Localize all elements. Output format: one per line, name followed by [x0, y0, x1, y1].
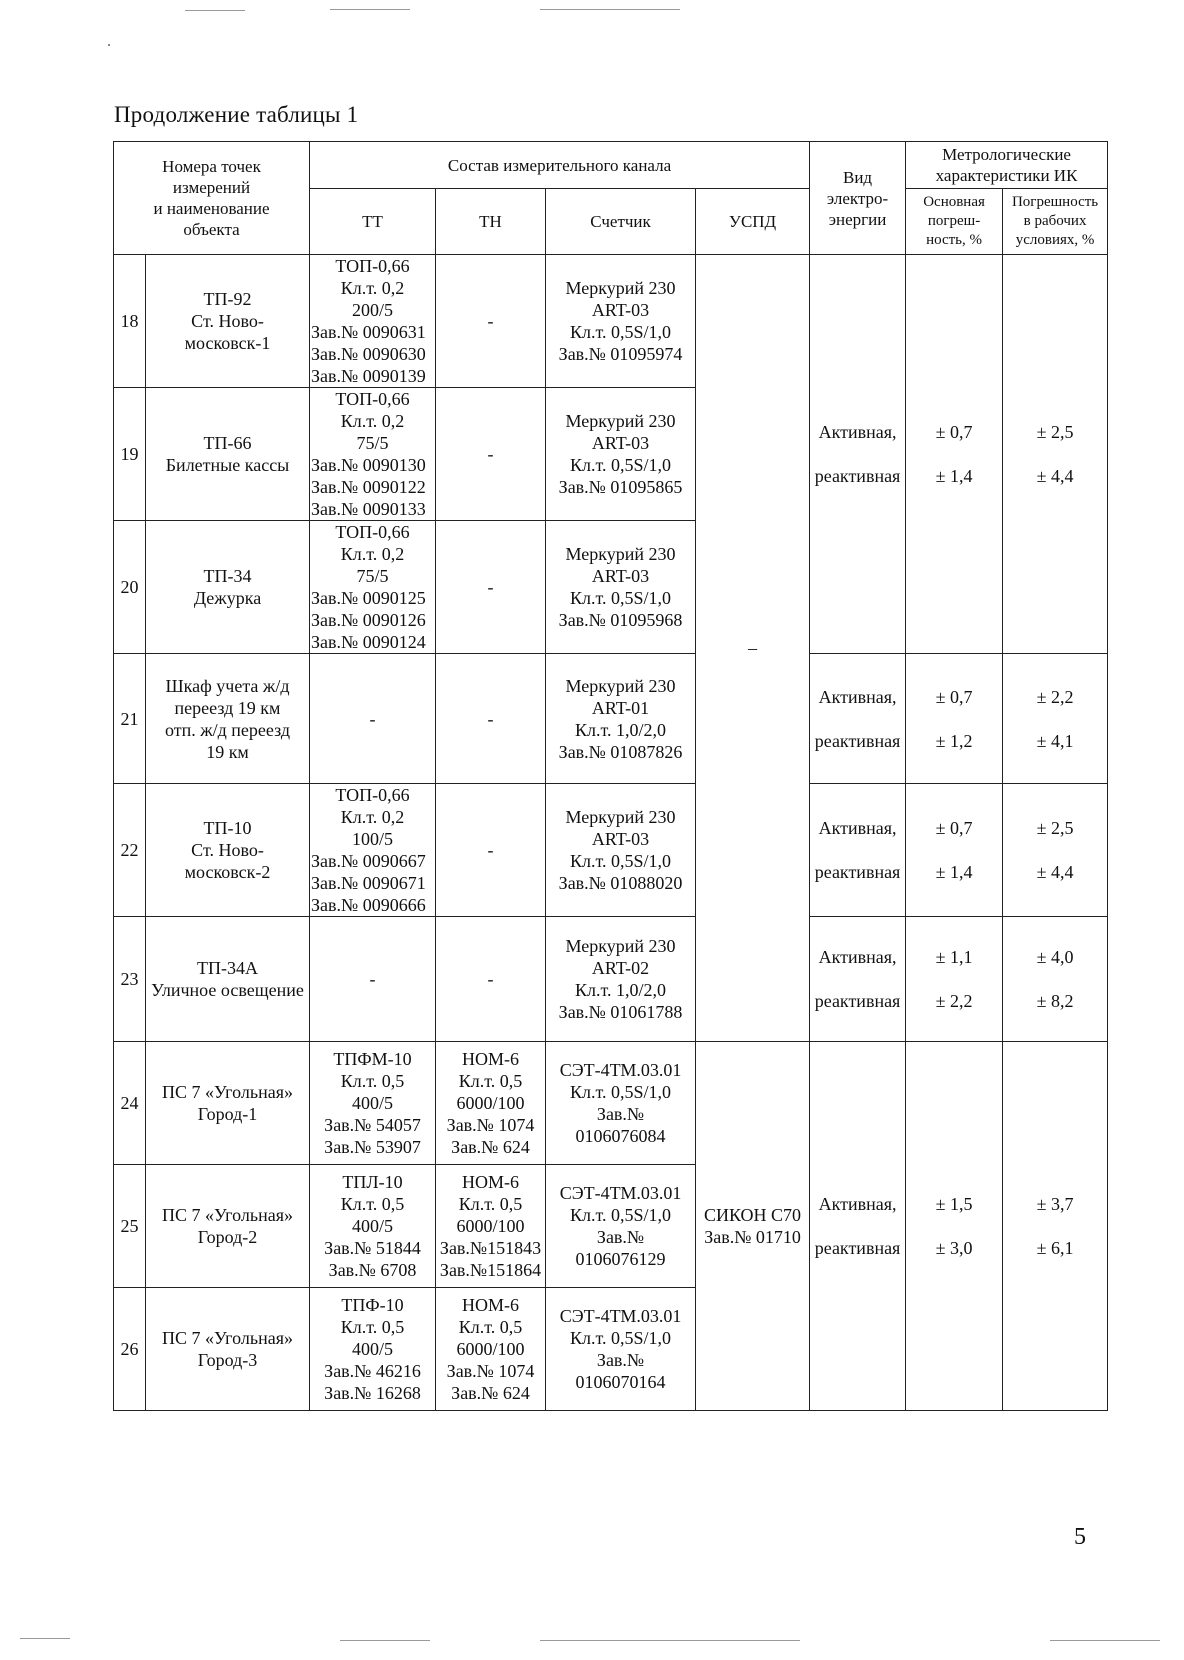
row-number: 26 [114, 1288, 146, 1411]
header-work-error: Погрешность в рабочих условиях, % [1003, 189, 1108, 255]
tt-cell: ТОП-0,66 Кл.т. 0,2 75/5 Зав.№ 0090125 Зав.№ 0090126 Зав.№ 0090124 [310, 521, 436, 654]
meter-cell: Меркурий 230 ART-02 Кл.т. 1,0/2,0 Зав.№ 01061788 [546, 917, 696, 1042]
object-name: ТП-66 Билетные кассы [146, 388, 310, 521]
object-name: ПС 7 «Угольная» Город-2 [146, 1165, 310, 1288]
meter-cell: Меркурий 230 ART-03 Кл.т. 0,5S/1,0 Зав.№ 01095968 [546, 521, 696, 654]
energy-type-cell: Активная, реактивная [810, 654, 906, 784]
tt-cell: ТПФМ-10 Кл.т. 0,5 400/5 Зав.№ 54057 Зав.№ 53907 [310, 1042, 436, 1165]
row-number: 22 [114, 784, 146, 917]
basic-error-cell: ± 0,7 ± 1,4 [906, 255, 1003, 654]
energy-type-cell: Активная, реактивная [810, 784, 906, 917]
tn-cell: - [436, 784, 546, 917]
meter-cell: СЭТ-4ТМ.03.01 Кл.т. 0,5S/1,0 Зав.№ 0106076084 [546, 1042, 696, 1165]
energy-type-cell: Активная, реактивная [810, 917, 906, 1042]
tn-cell: НОМ-6 Кл.т. 0,5 6000/100 Зав.№ 1074 Зав.№ 624 [436, 1042, 546, 1165]
row-number: 25 [114, 1165, 146, 1288]
basic-error-cell: ± 1,1 ± 2,2 [906, 917, 1003, 1042]
table-row [114, 1042, 1108, 1165]
meter-cell: Меркурий 230 ART-03 Кл.т. 0,5S/1,0 Зав.№ 01095865 [546, 388, 696, 521]
row-number: 21 [114, 654, 146, 784]
meter-cell: СЭТ-4ТМ.03.01 Кл.т. 0,5S/1,0 Зав.№ 0106070164 [546, 1288, 696, 1411]
object-name: ТП-34 Дежурка [146, 521, 310, 654]
object-name: ТП-10 Ст. Ново- московск-2 [146, 784, 310, 917]
header-channel-group: Состав измерительного канала [310, 142, 810, 189]
tn-cell: - [436, 654, 546, 784]
tt-cell: ТОП-0,66 Кл.т. 0,2 100/5 Зав.№ 0090667 Зав.№ 0090671 Зав.№ 0090666 [310, 784, 436, 917]
work-error-cell: ± 3,7 ± 6,1 [1003, 1042, 1108, 1411]
table-row [114, 654, 1108, 784]
tt-cell: ТОП-0,66 Кл.т. 0,2 75/5 Зав.№ 0090130 Зав.№ 0090122 Зав.№ 0090133 [310, 388, 436, 521]
scan-artifact [185, 10, 245, 11]
object-name: ТП-92 Ст. Ново- московск-1 [146, 255, 310, 388]
object-name: ПС 7 «Угольная» Город-1 [146, 1042, 310, 1165]
table-row [114, 255, 1108, 388]
scan-artifact [540, 1640, 800, 1641]
row-number: 19 [114, 388, 146, 521]
table-caption: Продолжение таблицы 1 [114, 102, 359, 127]
scan-artifact [20, 1638, 70, 1639]
meter-cell: Меркурий 230 ART-01 Кл.т. 1,0/2,0 Зав.№ 01087826 [546, 654, 696, 784]
row-number: 23 [114, 917, 146, 1042]
work-error-cell: ± 2,5 ± 4,4 [1003, 255, 1108, 654]
row-number: 24 [114, 1042, 146, 1165]
table-row [114, 917, 1108, 1042]
object-name: Шкаф учета ж/д переезд 19 км отп. ж/д переезд 19 км [146, 654, 310, 784]
scan-artifact [108, 44, 110, 46]
uspd-cell: СИКОН С70 Зав.№ 01710 [696, 1042, 810, 1411]
header-meter: Счетчик [546, 189, 696, 255]
scan-artifact [540, 9, 680, 10]
meter-cell: Меркурий 230 ART-03 Кл.т. 0,5S/1,0 Зав.№ 01095974 [546, 255, 696, 388]
header-basic-error: Основная погреш- ность, % [906, 189, 1003, 255]
header-uspd: УСПД [696, 189, 810, 255]
meter-cell: Меркурий 230 ART-03 Кл.т. 0,5S/1,0 Зав.№ 01088020 [546, 784, 696, 917]
energy-type-cell: Активная, реактивная [810, 255, 906, 654]
tt-cell: ТПФ-10 Кл.т. 0,5 400/5 Зав.№ 46216 Зав.№ 16268 [310, 1288, 436, 1411]
work-error-cell: ± 2,2 ± 4,1 [1003, 654, 1108, 784]
tn-cell: НОМ-6 Кл.т. 0,5 6000/100 Зав.№151843 Зав.№151864 [436, 1165, 546, 1288]
basic-error-cell: ± 0,7 ± 1,4 [906, 784, 1003, 917]
work-error-cell: ± 2,5 ± 4,4 [1003, 784, 1108, 917]
measurement-channels-table [113, 141, 1108, 1411]
tn-cell: - [436, 388, 546, 521]
tt-cell: ТОП-0,66 Кл.т. 0,2 200/5 Зав.№ 0090631 Зав.№ 0090630 Зав.№ 0090139 [310, 255, 436, 388]
basic-error-cell: ± 0,7 ± 1,2 [906, 654, 1003, 784]
header-energy-type: Вид электро- энергии [810, 142, 906, 255]
object-name: ТП-34А Уличное освещение [146, 917, 310, 1042]
tt-cell: - [310, 917, 436, 1042]
header-metrology-group: Метрологические характеристики ИК [906, 142, 1108, 189]
tt-cell: - [310, 654, 436, 784]
row-number: 20 [114, 521, 146, 654]
meter-cell: СЭТ-4ТМ.03.01 Кл.т. 0,5S/1,0 Зав.№ 0106076129 [546, 1165, 696, 1288]
header-tt: ТТ [310, 189, 436, 255]
header-tn: ТН [436, 189, 546, 255]
tn-cell: - [436, 917, 546, 1042]
header-points: Номера точек измерений и наименование объекта [114, 142, 310, 255]
row-number: 18 [114, 255, 146, 388]
work-error-cell: ± 4,0 ± 8,2 [1003, 917, 1108, 1042]
uspd-cell: – [696, 255, 810, 1042]
tt-cell: ТПЛ-10 Кл.т. 0,5 400/5 Зав.№ 51844 Зав.№ 6708 [310, 1165, 436, 1288]
basic-error-cell: ± 1,5 ± 3,0 [906, 1042, 1003, 1411]
tn-cell: - [436, 521, 546, 654]
table-row [114, 784, 1108, 917]
tn-cell: НОМ-6 Кл.т. 0,5 6000/100 Зав.№ 1074 Зав.№ 624 [436, 1288, 546, 1411]
scan-artifact [1050, 1640, 1160, 1641]
scan-artifact [340, 1640, 430, 1641]
object-name: ПС 7 «Угольная» Город-3 [146, 1288, 310, 1411]
page-number: 5 [1074, 1524, 1086, 1550]
scan-artifact [330, 9, 410, 10]
energy-type-cell: Активная, реактивная [810, 1042, 906, 1411]
tn-cell: - [436, 255, 546, 388]
